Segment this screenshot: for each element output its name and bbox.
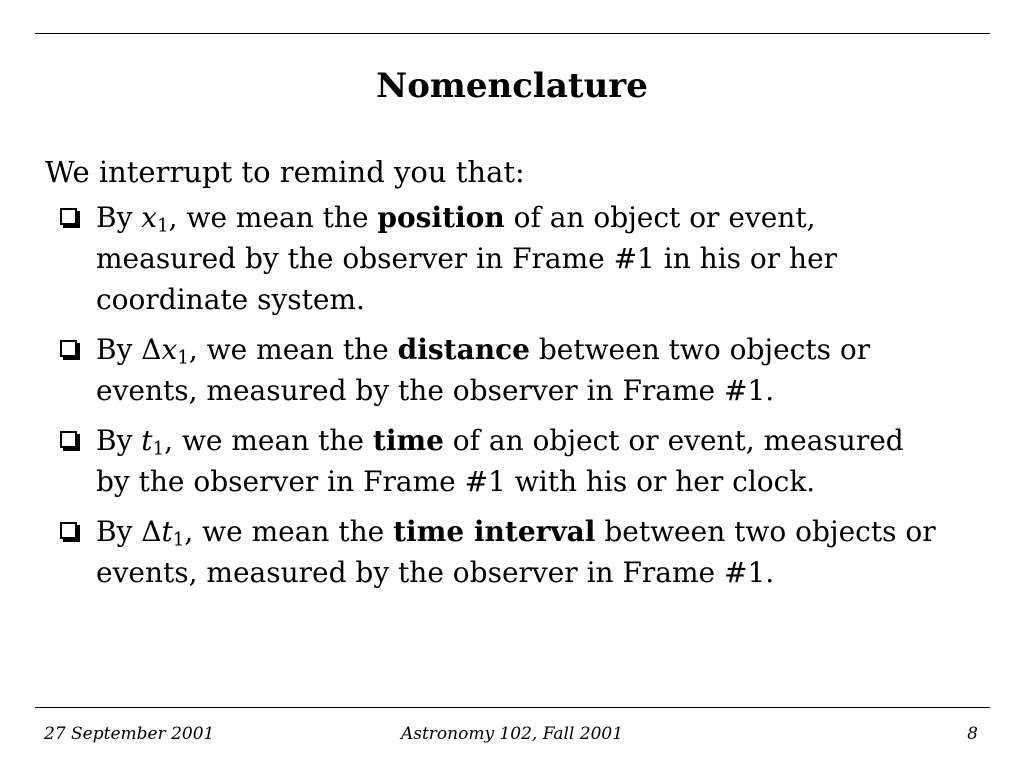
bullet-text: between two objects or [529,333,871,366]
footer-course: Astronomy 102, Fall 2001 [400,724,624,744]
bullet-line [96,420,990,461]
bullet-prefix: By [96,201,142,234]
bullet-term: position [377,201,505,234]
intro-text: We interrupt to remind you that: [45,155,525,189]
variable-symbol: t [141,424,153,457]
bullet-term: time [372,424,444,457]
header-rule [35,33,990,34]
delta-symbol: Δ [141,333,162,366]
bullet-item-time-interval [60,511,990,593]
bullet-line: events, measured by the observer in Frame #1. [96,374,775,407]
bullet-prefix: By [96,424,142,457]
bullet-connector: , we mean the [164,424,373,457]
checkbox-bullet-icon [60,522,77,539]
footer-page-number: 8 [967,724,978,744]
bullet-prefix: By [96,515,142,548]
bullet-connector: , we mean the [188,333,398,366]
bullet-term: distance [397,333,530,366]
bullet-line: by the observer in Frame #1 with his or her clock. [96,465,816,498]
slide-title: Nomenclature [376,66,648,106]
bullet-text: of an object or event, [504,201,816,234]
bullet-line: coordinate system. [96,283,365,316]
bullet-item-position [60,197,990,320]
checkbox-bullet-icon [60,431,77,448]
bullet-list [60,197,990,602]
variable-subscript: 1 [177,347,189,369]
variable-subscript: 1 [157,215,169,237]
footer-rule [35,707,990,708]
bullet-prefix: By [96,333,142,366]
bullet-connector: , we mean the [168,201,378,234]
checkbox-bullet-icon [60,208,77,225]
delta-symbol: Δ [141,515,162,548]
variable-subscript: 1 [172,529,185,551]
variable-subscript: 1 [152,438,165,460]
variable-symbol: x [141,201,158,234]
variable-symbol: x [161,333,178,366]
bullet-line: measured by the observer in Frame #1 in his or her [96,242,838,275]
bullet-line [96,197,990,238]
checkbox-bullet-icon [60,340,77,357]
bullet-line: events, measured by the observer in Frame #1. [96,556,775,589]
bullet-line [96,511,990,552]
bullet-line [96,329,990,370]
bullet-term: time interval [393,515,596,548]
variable-symbol: t [161,515,173,548]
bullet-text: of an object or event, measured [443,424,904,457]
bullet-text: between two objects or [595,515,936,548]
bullet-connector: , we mean the [184,515,394,548]
bullet-item-distance [60,329,990,411]
bullet-item-time [60,420,990,502]
footer-date: 27 September 2001 [44,724,215,744]
